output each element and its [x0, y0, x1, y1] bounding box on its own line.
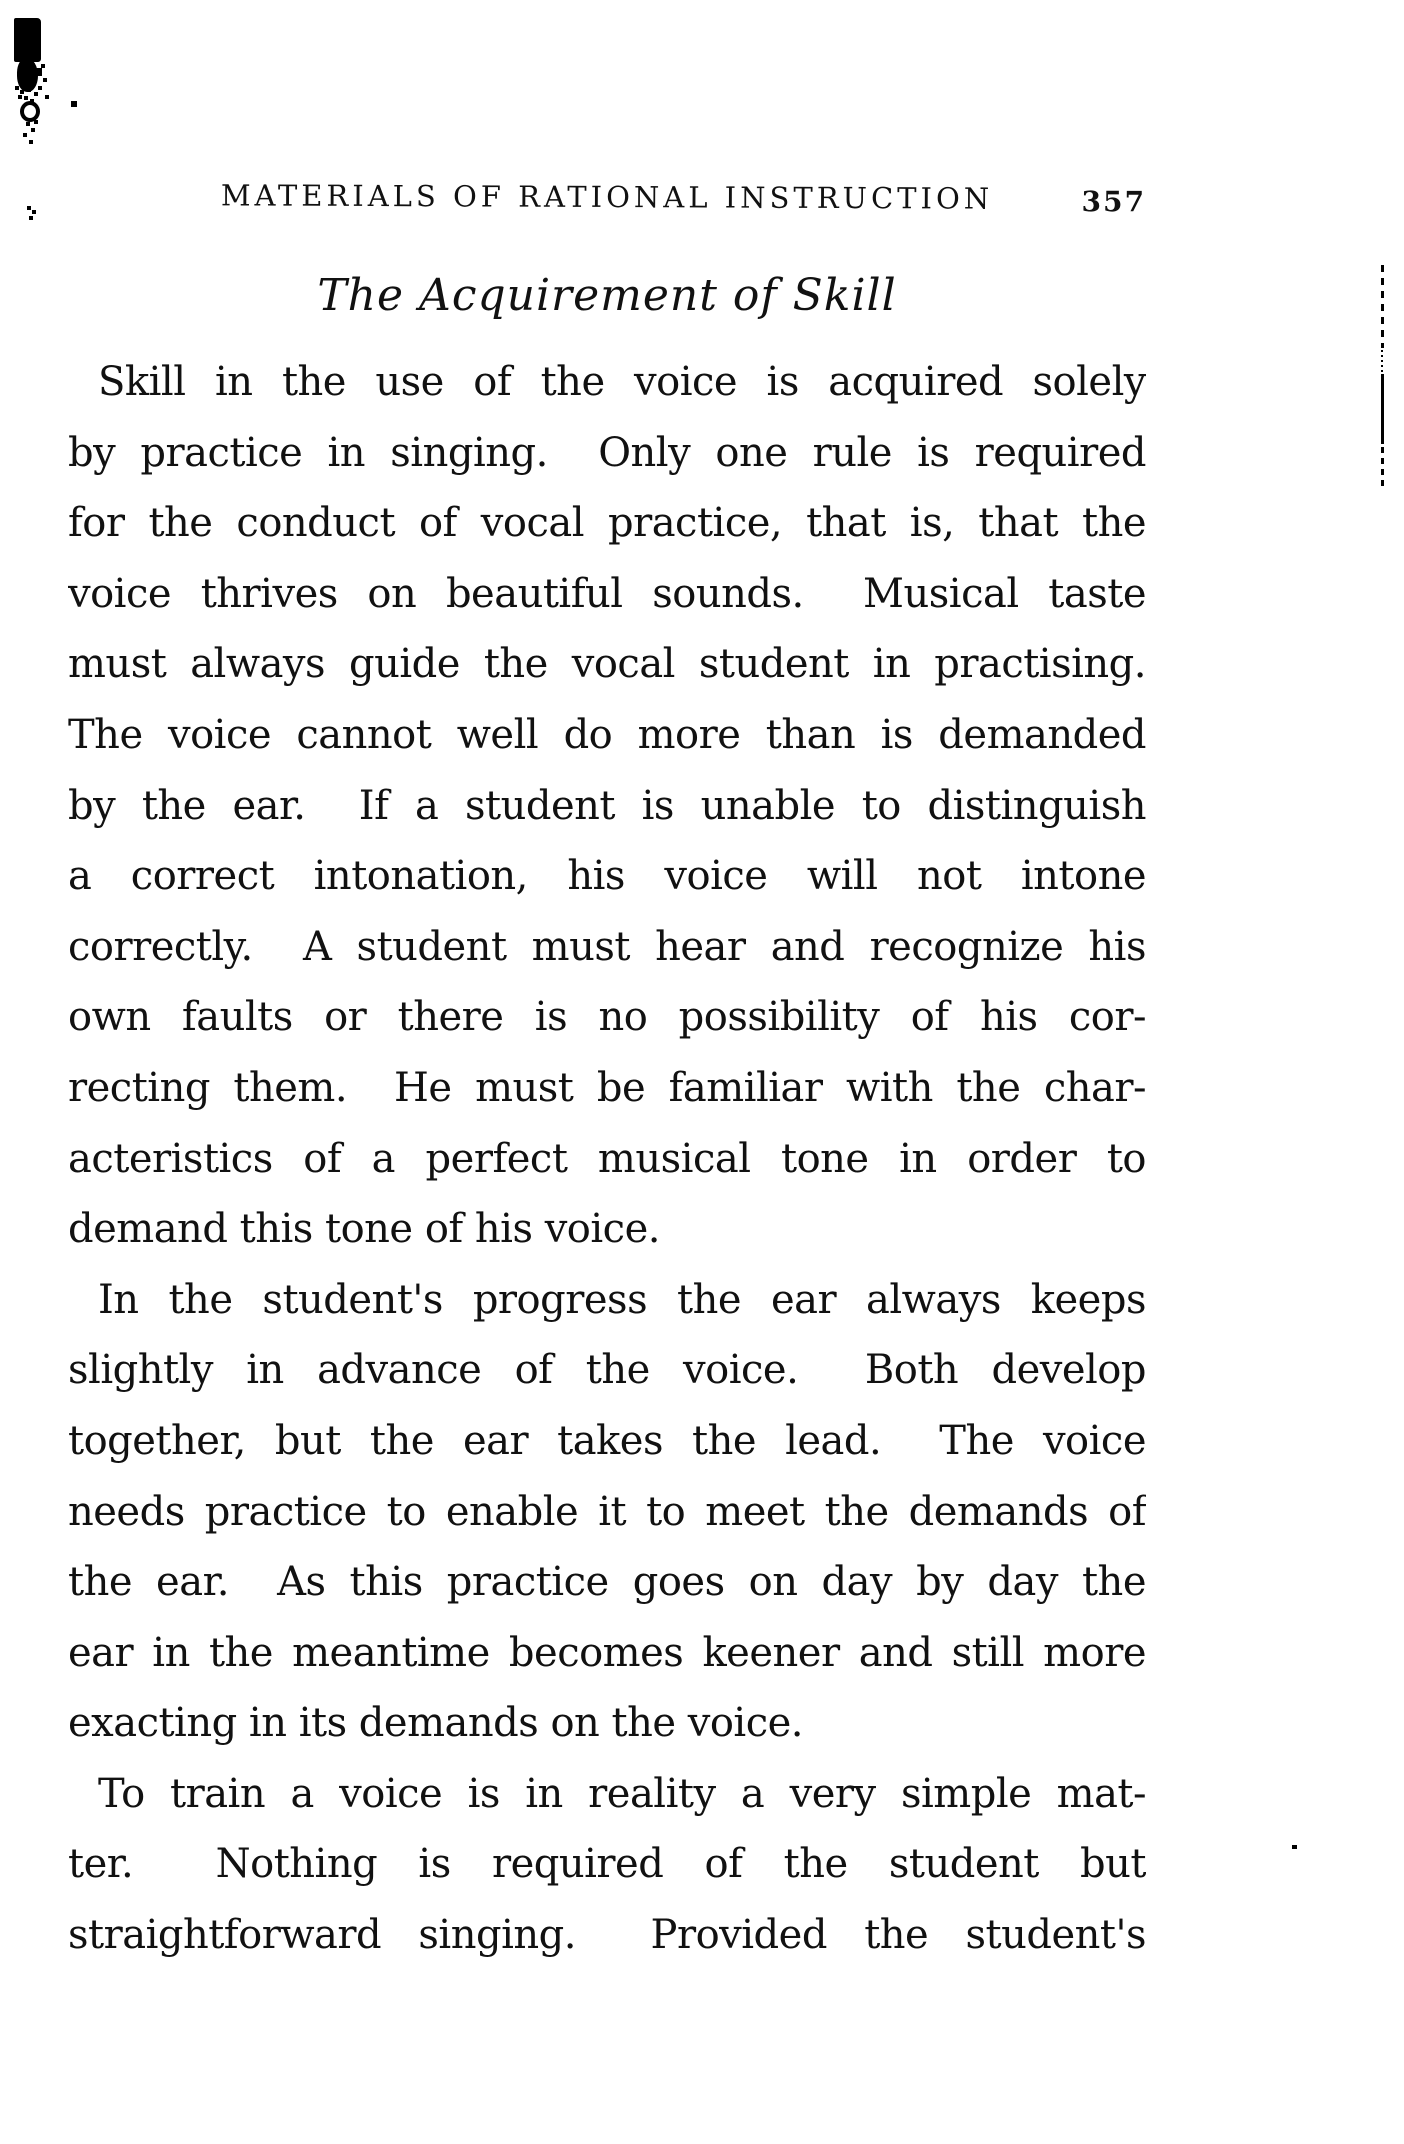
scan-streak-artifact	[1381, 447, 1384, 487]
text-line: the ear. As this practice goes on day by day the	[68, 1559, 1146, 1606]
text-line: The voice cannot well do more than is demanded	[68, 711, 1146, 758]
text-line: In the student's progress the ear always keeps	[98, 1276, 1146, 1323]
text-line: by the ear. If a student is unable to distinguish	[68, 782, 1146, 829]
text-line: voice thrives on beautiful sounds. Musical taste	[68, 570, 1146, 617]
text-line: for the conduct of vocal practice, that is, that the	[68, 500, 1146, 547]
section-title: The Acquirement of Skill	[317, 270, 897, 321]
scan-streak-artifact	[1381, 350, 1383, 372]
text-line: Skill in the use of the voice is acquired solely	[98, 359, 1146, 405]
text-line: by practice in singing. Only one rule is required	[68, 429, 1146, 476]
page-header	[68, 178, 1146, 237]
text-line: ter. Nothing is required of the student but	[68, 1841, 1146, 1888]
body-text	[68, 347, 1146, 2027]
paragraph	[68, 347, 1146, 1265]
scan-streak-artifact	[1381, 374, 1384, 444]
ink-blot-tail	[17, 58, 38, 92]
ink-blot-specks	[0, 0, 4, 4]
text-line: correctly. A student must hear and recognize his	[68, 923, 1146, 970]
text-line: together, but the ear takes the lead. The voice	[68, 1417, 1146, 1464]
paragraph	[68, 1759, 1146, 1971]
text-line: demand this tone of his voice.	[68, 1206, 660, 1253]
text-line: must always guide the vocal student in practising.	[68, 641, 1146, 688]
text-line: a correct intonation, his voice will not intone	[68, 853, 1146, 900]
text-line: exacting in its demands on the voice.	[68, 1700, 804, 1747]
paragraph	[68, 1265, 1146, 1759]
text-line: straightforward singing. Provided the student's	[68, 1912, 1146, 1959]
text-line: To train a voice is in reality a very simple mat-	[98, 1770, 1146, 1817]
scan-streak-artifact	[1381, 265, 1384, 348]
ink-blot-core	[14, 18, 41, 62]
text-line: ear in the meantime becomes keener and still more	[68, 1629, 1146, 1676]
page-number: 357	[1081, 185, 1147, 219]
text-line: acteristics of a perfect musical tone in order to	[68, 1135, 1146, 1182]
text-line: needs practice to enable it to meet the demands of	[68, 1488, 1146, 1535]
text-line: recting them. He must be familiar with the char-	[68, 1064, 1146, 1111]
text-line: slightly in advance of the voice. Both develop	[68, 1347, 1146, 1394]
text-line: own faults or there is no possibility of his cor-	[68, 994, 1146, 1041]
ink-blot-ring	[20, 101, 40, 122]
running-title: MATERIALS OF RATIONAL INSTRUCTION	[220, 178, 994, 216]
speck-artifact	[1292, 1845, 1297, 1849]
